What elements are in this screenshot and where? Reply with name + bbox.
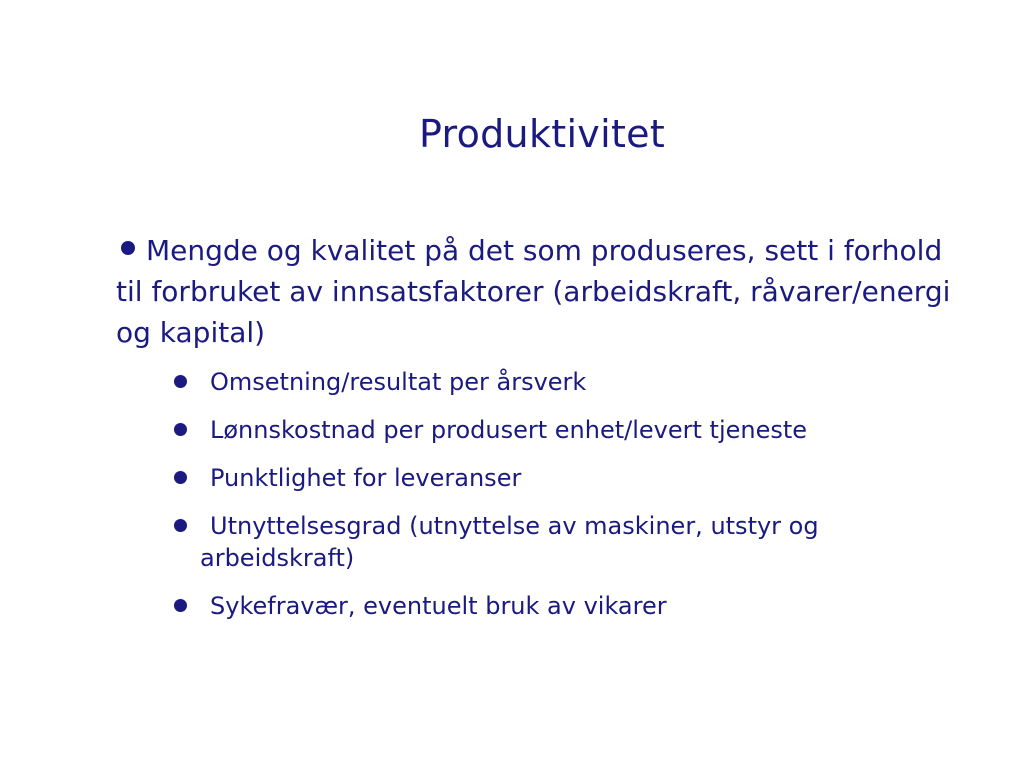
bullet-icon [174, 519, 187, 532]
sub-bullet-text: Punktlighet for leveranser [210, 464, 522, 492]
main-bullet [116, 230, 956, 353]
sub-bullet-text: Sykefravær, eventuelt bruk av vikarer [210, 592, 667, 620]
list-item [172, 510, 972, 574]
sub-bullet-text: Utnyttelsesgrad (utnyttelse av maskiner, utstyr og [210, 512, 819, 540]
list-item [172, 414, 972, 446]
list-item [172, 462, 972, 494]
list-item [172, 366, 972, 398]
sub-bullet-text: Lønnskostnad per produsert enhet/levert tjeneste [210, 416, 808, 444]
slide-title: Produktivitet [418, 112, 666, 156]
list-item [172, 590, 972, 622]
bullet-icon [121, 241, 135, 255]
bullet-icon [174, 599, 187, 612]
bullet-icon [174, 471, 187, 484]
bullet-icon [174, 375, 187, 388]
sub-bullet-text: Omsetning/resultat per årsverk [210, 368, 587, 396]
sub-bullet-list [172, 366, 972, 638]
bullet-icon [174, 423, 187, 436]
sub-bullet-text-continuation: arbeidskraft) [200, 544, 355, 572]
main-bullet-text: Mengde og kvalitet på det som produseres, sett i forhold til forbruket av innsatsfaktorer (arbeidskraft, råvarer/energi og kapital) [116, 234, 951, 349]
